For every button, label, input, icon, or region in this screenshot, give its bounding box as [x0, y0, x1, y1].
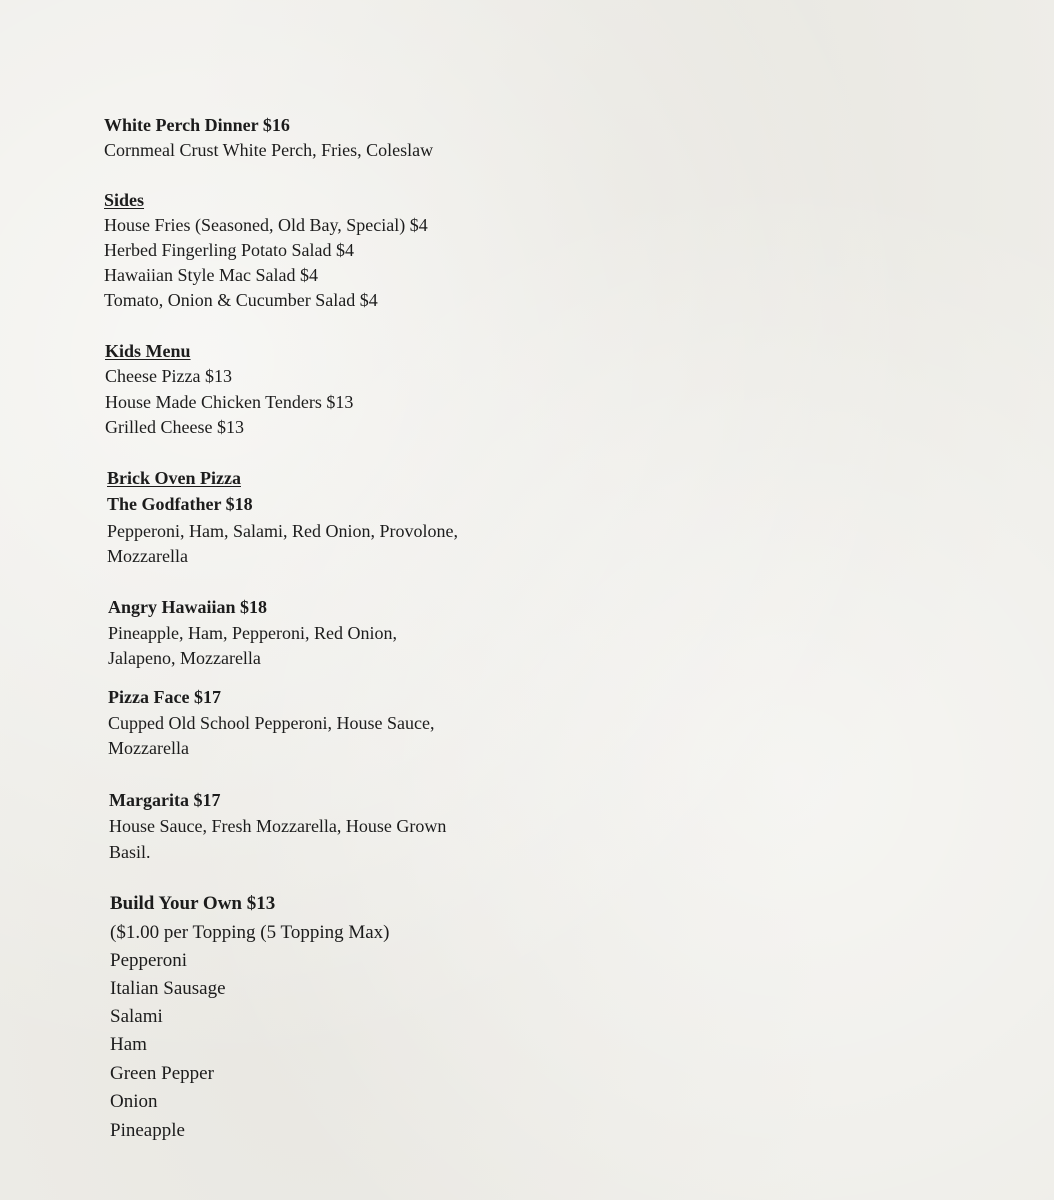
pizza-description: House Sauce, Fresh Mozzarella, House Grown — [109, 816, 447, 836]
topping-item: Ham — [110, 1034, 147, 1055]
kids-menu-heading: Kids Menu — [105, 341, 191, 361]
pizza-title: Pizza Face $17 — [108, 687, 221, 707]
topping-item: Pineapple — [110, 1120, 185, 1141]
pizza-title: Angry Hawaiian $18 — [108, 597, 268, 617]
topping-item: Salami — [110, 1006, 163, 1027]
pizza-title: The Godfather $18 — [107, 494, 253, 514]
topping-item: Italian Sausage — [110, 978, 226, 999]
build-your-own-note: ($1.00 per Topping (5 Topping Max) — [110, 922, 390, 943]
kids-menu-item: House Made Chicken Tenders $13 — [105, 392, 354, 412]
pizza-title: Margarita $17 — [109, 790, 221, 810]
topping-item: Onion — [110, 1091, 158, 1112]
pizza-description: Pepperoni, Ham, Salami, Red Onion, Provolone, — [107, 521, 458, 541]
sides-heading: Sides — [104, 190, 145, 210]
brick-oven-pizza-heading: Brick Oven Pizza — [107, 468, 241, 488]
kids-menu-item: Cheese Pizza $13 — [105, 366, 232, 386]
white-perch-title: White Perch Dinner $16 — [104, 115, 290, 135]
sides-item: Tomato, Onion & Cucumber Salad $4 — [104, 290, 378, 310]
pizza-description: Mozzarella — [107, 546, 188, 566]
white-perch-description: Cornmeal Crust White Perch, Fries, Coleslaw — [104, 140, 434, 160]
topping-item: Pepperoni — [110, 950, 188, 971]
pizza-description: Mozzarella — [108, 738, 189, 758]
build-your-own-title: Build Your Own $13 — [110, 893, 276, 914]
pizza-description: Jalapeno, Mozzarella — [108, 648, 261, 668]
pizza-description: Basil. — [109, 842, 151, 862]
sides-item: House Fries (Seasoned, Old Bay, Special) $4 — [104, 215, 428, 235]
sides-item: Herbed Fingerling Potato Salad $4 — [104, 240, 354, 260]
sides-item: Hawaiian Style Mac Salad $4 — [104, 265, 318, 285]
pizza-description: Pineapple, Ham, Pepperoni, Red Onion, — [108, 623, 397, 643]
kids-menu-item: Grilled Cheese $13 — [105, 417, 244, 437]
topping-item: Green Pepper — [110, 1063, 214, 1084]
pizza-description: Cupped Old School Pepperoni, House Sauce, — [108, 713, 435, 733]
